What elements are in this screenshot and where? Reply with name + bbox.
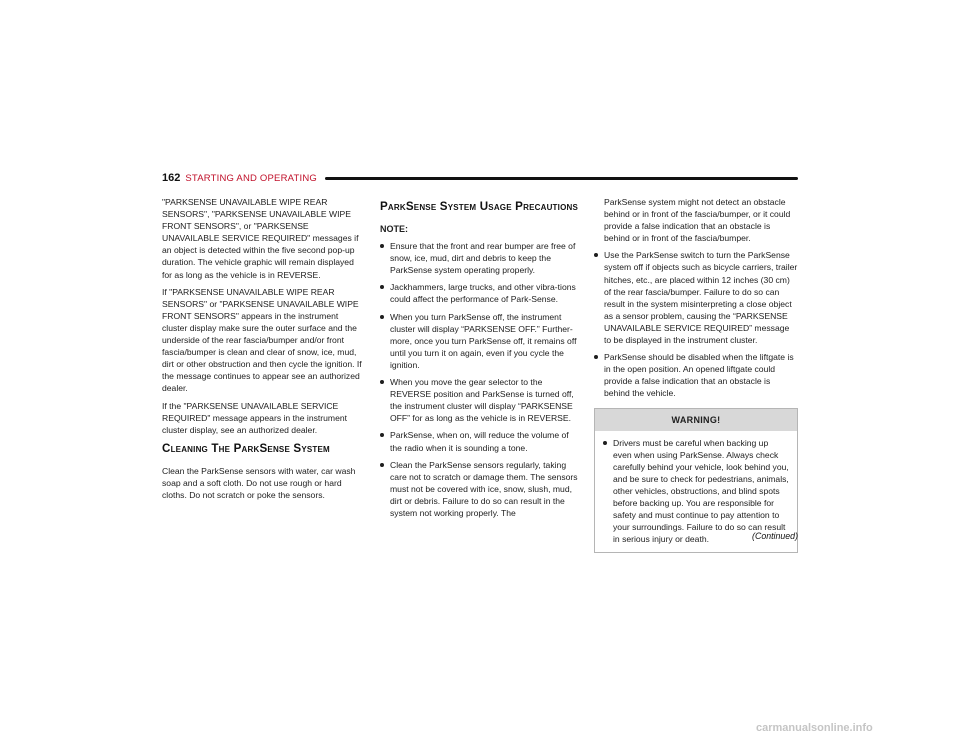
list-item: Ensure that the front and rear bumper are free of snow, ice, mud, dirt and debris to keep the ParkSense system operating properly.	[380, 240, 578, 276]
continued-label: (Continued)	[752, 531, 798, 541]
page-number: 162	[162, 172, 181, 184]
watermark: carmanualsonline.info	[756, 722, 873, 734]
list-item: ParkSense should be disabled when the liftgate is in the open position. An opened liftgate could provide a false indication that an obstacle is behind the vehicle.	[594, 351, 798, 399]
list-item: When you move the gear selector to the REVERSE position and ParkSense is turned off, the instrument cluster will display “PARKSENSE OFF” for as long as the vehicle is in REVERSE.	[380, 376, 578, 424]
note-label: NOTE:	[380, 224, 408, 234]
section-title: STARTING AND OPERATING	[185, 172, 317, 184]
paragraph: "PARKSENSE UNAVAILABLE WIPE REAR SENSORS", "PARKSENSE UNAVAILABLE WIPE FRONT SENSORS", or "PARKSENSE UNAVAILABLE SERVICE REQUIRED" messages if an object is detected within the five second pop-up duration. The vehicle graphic will remain displayed for as long as the vehicle is in REVERSE.	[162, 197, 359, 280]
paragraph: If the "PARKSENSE UNAVAILABLE SERVICE REQUIRED" message appears in the instrument cluster display, see an authorized dealer.	[162, 400, 348, 435]
list-item: Use the ParkSense switch to turn the ParkSense system off if objects such as bicycle carriers, trailer hitches, etc., are placed within 12 inches (30 cm) of the rear fascia/bumper. Failure to do so can result in the system misinterpreting a close object as a sensor problem, causing the “PARKSENSE UNAVAILABLE SERVICE REQUIRED” message to be displayed in the instrument cluster.	[594, 249, 798, 346]
column-middle	[380, 196, 578, 524]
page-header	[162, 170, 798, 186]
paragraph: If "PARKSENSE UNAVAILABLE WIPE REAR SENSORS" or "PARKSENSE UNAVAILABLE WIPE FRONT SENSORS" appears in the instrument cluster display make sure the outer surface and the underside of the rear fascia/bumper and/or front fascia/bumper is clean and clear of snow, ice, mud, dirt or other obstruction and then cycle the ignition. If the message continues to appear see an authorized dealer.	[162, 286, 362, 394]
list-item: Clean the ParkSense sensors regularly, taking care not to scratch or damage them. The sensors must not be covered with ice, snow, slush, mud, dirt or debris. Failure to do so can result in the system not working properly. The	[380, 459, 578, 519]
note-list	[380, 240, 578, 519]
column-left	[162, 196, 364, 506]
list-item-continuation: ParkSense system might not detect an obstacle behind or in front of the fascia/bumper, or it could provide a false indication that an obstacle is behind or in front of the fascia/bumper.	[604, 197, 791, 244]
paragraph: Clean the ParkSense sensors with water, car wash soap and a soft cloth. Do not use rough or hard cloths. Do not scratch or poke the sensors.	[162, 465, 356, 500]
list-item: When you turn ParkSense off, the instrument cluster will display “PARKSENSE OFF.” Further-more, once you turn ParkSense off, it remains off until you turn it on again, even if you cycle the ignition.	[380, 311, 578, 371]
section-heading-precautions: ParkSense System Usage Precautions	[380, 200, 579, 213]
warning-list	[603, 437, 789, 546]
section-heading-cleaning: Cleaning The ParkSense System	[162, 441, 330, 455]
list-item: ParkSense, when on, will reduce the volume of the radio when it is sounding a tone.	[380, 429, 578, 453]
list-item: Drivers must be careful when backing up even when using ParkSense. Always check carefully behind your vehicle, look behind you, and be sure to check for pedestrians, animals, other vehicles, obstructions, and blind spots before backing up. You are responsible for safety and must continue to pay attention to your surroundings. Failure to do so can result in serious injury or death.	[603, 437, 789, 546]
warning-title: WARNING!	[595, 409, 797, 431]
precaution-list	[594, 249, 798, 399]
column-right	[594, 196, 798, 553]
list-item: Jackhammers, large trucks, and other vibra-tions could affect the performance of Park-Sense.	[380, 281, 578, 305]
header-rule	[325, 177, 798, 180]
